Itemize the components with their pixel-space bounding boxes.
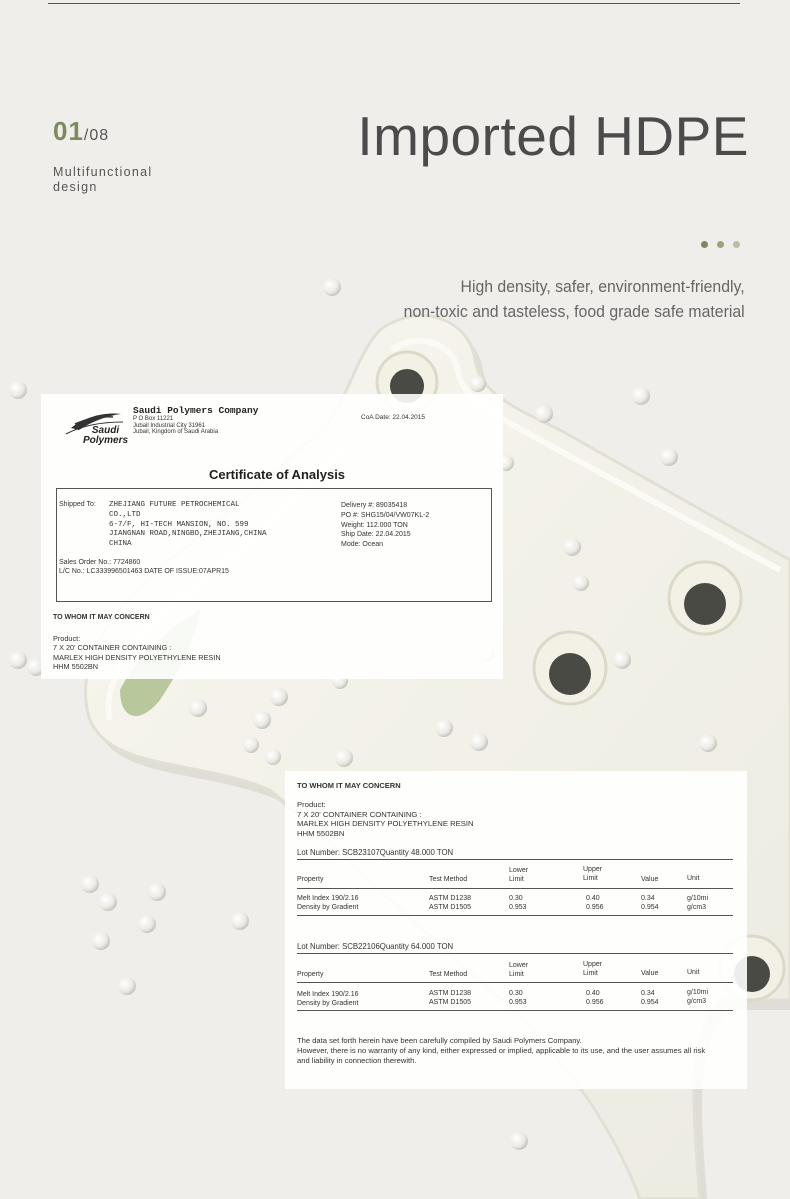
table-cell: ASTM D1238 bbox=[429, 895, 472, 902]
delivery-details: Delivery #: 89035418 PO #: SHG15/04/VW07KL-2 Weight: 112.000 TON Ship Date: 22.04.2015 Mode: Ocean bbox=[341, 502, 430, 549]
table-cell: 0.40 bbox=[586, 895, 600, 902]
table-cell: 0.40 bbox=[586, 990, 600, 997]
certificate-title: Certificate of Analysis bbox=[208, 467, 346, 482]
product-info: Product: 7 X 20' CONTAINER CONTAINING : MARLEX HIGH DENSITY POLYETHYLENE RESIN HHM 5502BN bbox=[297, 800, 474, 839]
column-header: Lower Limit bbox=[509, 867, 529, 883]
column-header: Property bbox=[297, 876, 324, 883]
coa-date: CoA Date: 22.04.2015 bbox=[361, 414, 425, 421]
description-line: High density, safer, environment-friendly, bbox=[460, 277, 745, 296]
pager-dots bbox=[701, 241, 740, 248]
table-cell: Melt Index 190/2.16 bbox=[297, 991, 359, 998]
column-header: Value bbox=[641, 970, 659, 977]
description-line: non-toxic and tasteless, food grade safe material bbox=[404, 302, 745, 321]
pager-dot bbox=[717, 241, 724, 248]
page-current: 01 bbox=[53, 116, 84, 146]
table-cell: 0.30 bbox=[509, 990, 523, 997]
table-cell: 0.954 bbox=[641, 904, 659, 911]
top-divider bbox=[48, 3, 740, 4]
saudi-polymers-logo bbox=[61, 408, 131, 450]
column-header: Test Method bbox=[429, 876, 468, 883]
analysis-document bbox=[285, 771, 747, 1089]
table-cell: 0.30 bbox=[509, 895, 523, 902]
company-name: Saudi Polymers Company bbox=[133, 405, 259, 416]
column-header: Unit bbox=[687, 875, 700, 882]
table-cell: Melt Index 190/2.16 bbox=[297, 895, 359, 902]
table-cell: Density by Gradient bbox=[297, 904, 359, 911]
lot-number: Lot Number: SCB22106Quantity 64.000 TON bbox=[297, 942, 454, 951]
shipped-to-label: Shipped To: bbox=[59, 501, 96, 508]
disclaimer: The data set forth herein have been carefully compiled by Saudi Polymers Company. However, there is no warranty of any kind, either expressed or implied, applicable to its use, and the user assumes all risk and liability in connection therewith. bbox=[297, 1036, 706, 1066]
column-header: Lower Limit bbox=[509, 962, 529, 978]
table-cell: 0.953 bbox=[509, 999, 527, 1006]
column-header: Upper Limit bbox=[583, 961, 603, 977]
pager-dot bbox=[733, 241, 740, 248]
section-subtitle: Multifunctional design bbox=[53, 165, 153, 194]
table-cell: g/cm3 bbox=[687, 998, 707, 1005]
table-cell: ASTM D1238 bbox=[429, 990, 472, 997]
sales-order: Sales Order No.: 7724860 L/C No.: LC333996501463 DATE OF ISSUE:07APR15 bbox=[59, 559, 229, 575]
feature-description bbox=[404, 274, 745, 324]
shipped-to-address: ZHEJIANG FUTURE PETROCHEMICAL CO.,LTD 6-7/F, HI-TECH MANSION, NO. 599 JIANGNAN ROAD,NINGBO,ZHEJIANG,CHINA CHINA bbox=[109, 501, 267, 549]
logo-text: Saudi Polymers bbox=[83, 425, 129, 446]
concern-heading: TO WHOM IT MAY CONCERN bbox=[53, 614, 150, 621]
column-header: Upper Limit bbox=[583, 866, 603, 882]
table-cell: g/cm3 bbox=[687, 904, 707, 911]
column-header: Test Method bbox=[429, 971, 468, 978]
table-cell: 0.954 bbox=[641, 999, 659, 1006]
column-header: Unit bbox=[687, 969, 700, 976]
table-cell: Density by Gradient bbox=[297, 1000, 359, 1007]
table-cell: 0.953 bbox=[509, 904, 527, 911]
table-cell: g/10mi bbox=[687, 895, 709, 902]
page-counter bbox=[53, 116, 109, 147]
page-title: Imported HDPE bbox=[357, 105, 749, 167]
pager-dot bbox=[701, 241, 708, 248]
lot-number: Lot Number: SCB23107Quantity 48.000 TON bbox=[297, 848, 454, 857]
page-total: /08 bbox=[83, 127, 110, 144]
certificate-document bbox=[41, 394, 503, 679]
table-cell: 0.956 bbox=[586, 999, 604, 1006]
table-cell: 0.956 bbox=[586, 904, 604, 911]
column-header: Property bbox=[297, 971, 324, 978]
table-cell: 0.34 bbox=[641, 895, 655, 902]
product-info: Product: 7 X 20' CONTAINER CONTAINING : MARLEX HIGH DENSITY POLYETHYLENE RESIN HHM 5502BN bbox=[53, 634, 221, 672]
concern-heading: TO WHOM IT MAY CONCERN bbox=[297, 781, 401, 790]
table-cell: 0.34 bbox=[641, 990, 655, 997]
table-cell: ASTM D1505 bbox=[429, 904, 472, 911]
table-cell: g/10mi bbox=[687, 989, 709, 996]
company-address: P O Box 11221 Jubail Industrial City 31961 Jubail, Kingdom of Saudi Arabia bbox=[133, 416, 219, 435]
table-cell: ASTM D1505 bbox=[429, 999, 472, 1006]
column-header: Value bbox=[641, 876, 659, 883]
